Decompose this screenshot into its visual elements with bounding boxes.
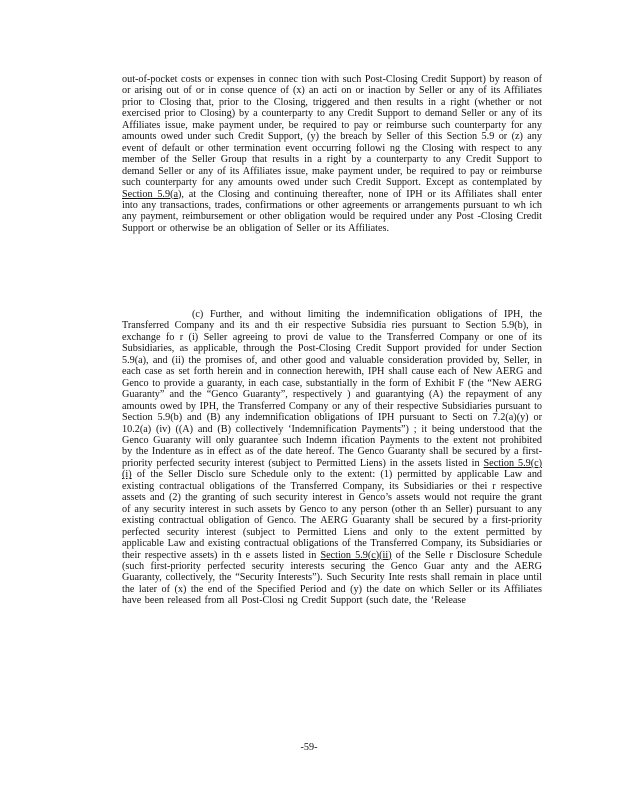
section-reference: Section 5.9(c) (i) [122,457,543,481]
paragraph-text: of the Selle r Disclosure Schedule (such first-priority perfected security interests securing the Genco Guar anty and the AERG Guaranty, collectively, the “Security Interests”). Such Security Inte rests shall remain in place until the later of (x) the end of the Specified Period and (y) the date on which Seller or its Affiliates have been released from all Post-Closi ng Credit Support (such date, the ‘Release [122,549,543,607]
section-reference: Section 5.9(a), [122,188,184,200]
paragraph-credit-support [122,74,542,234]
paragraph-text: at the Closing and continuing thereafter, none of IPH or its Affiliates shall enter into any transactions, trades, confirmations or other agreements or arrangements pursuant to wh ich any payment, reimbursement or other obligation would be required under any Post -Closing Credit Support or otherwise be an obligation of Seller or its Affiliates. [122,188,543,234]
page-number: -59- [300,742,318,753]
paragraph-text: (c) Further, and without limiting the indemnification obligations of IPH, the Transferred Company and its and th eir respective Subsidia ries pursuant to Section 5.9(b), in exchange fo r (i) Seller agreeing to provi de value to the Transferred Company or one of its Subsidiaries, as applicable, through the Post-Closing Credit Support provided for under Section 5.9(a), and (ii) the promises of, and other good and valuable consideration provided by, Seller, in each case as set forth herein and in connection herewith, IPH shall cause each of New AERG and Genco to provide a guaranty, in each case, substantially in the form of Exhibit F (the “New AERG Guaranty” and the “Genco Guaranty”, respectively ) and guarantying (A) the repayment of any amounts owed by IPH, the Transferred Company or any of their respective Subsidiaries pursuant to Section 5.9(b) and (B) any indemnification obligations of IPH pursuant to Secti on 7.2(a)(y) or 10.2(a) (iv) ((A) and (B) collectively ‘Indemnification Payments”) ; it being understood that the Genco Guaranty will only guarantee such Indemn ification Payments to the extent not prohibited by the Indenture as in effect as of the date hereof. The Genco Guaranty shall be secured by a first-priority perfected security interest (subject to Permitted Liens) in the assets listed in [122,309,542,469]
paragraph-c-guaranty [122,309,542,607]
paragraph-text: out-of-pocket costs or expenses in connec tion with such Post-Closing Credit Support) by reason of or arising out of or in conse quence of (x) an acti on or inaction by Seller or any of its Affiliates prior to Closing that, prior to the Closing, triggered and then results in a right (whether or not exercised prior to Closing) by a counterparty to any Credit Support to demand Seller or any of its Affiliates issue, make payment under, be required to pay or reimburse such counterparty for any amounts owed under such Credit Support, (y) the breach by Seller of this Section 5.9 or (z) any event of default or other termination event occurring followi ng the Closing with respect to any member of the Seller Group that results in a right by a counterparty to any Credit Support to demand Seller or any of its Affiliates issue, make payment under, be required to pay or reimburse such counterparty for any amounts owed under such Credit Support. Except as contemplated by [122,74,542,189]
section-reference: Section 5.9(c)(ii) [320,549,392,561]
paragraph-text: of the Seller Disclo sure Schedule only to the extent: (1) permitted by applicable Law and existing contractual obligations of the Transferred Company, its Subsidiaries or thei r respective assets and (2) the granting of such security interest in Genco’s assets would not require the grant of any security interest in such assets by Genco to any person (other th an Seller) pursuant to any existing contractual obligation of Genco. The AERG Guaranty shall be secured by a first-priority perfected security interest (subject to Permitted Liens and only to the extent permitted by applicable Law and existing contractual obligations of the Transferred Company, its Subsidiaries or their respective assets) in th e assets listed in [122,469,543,561]
